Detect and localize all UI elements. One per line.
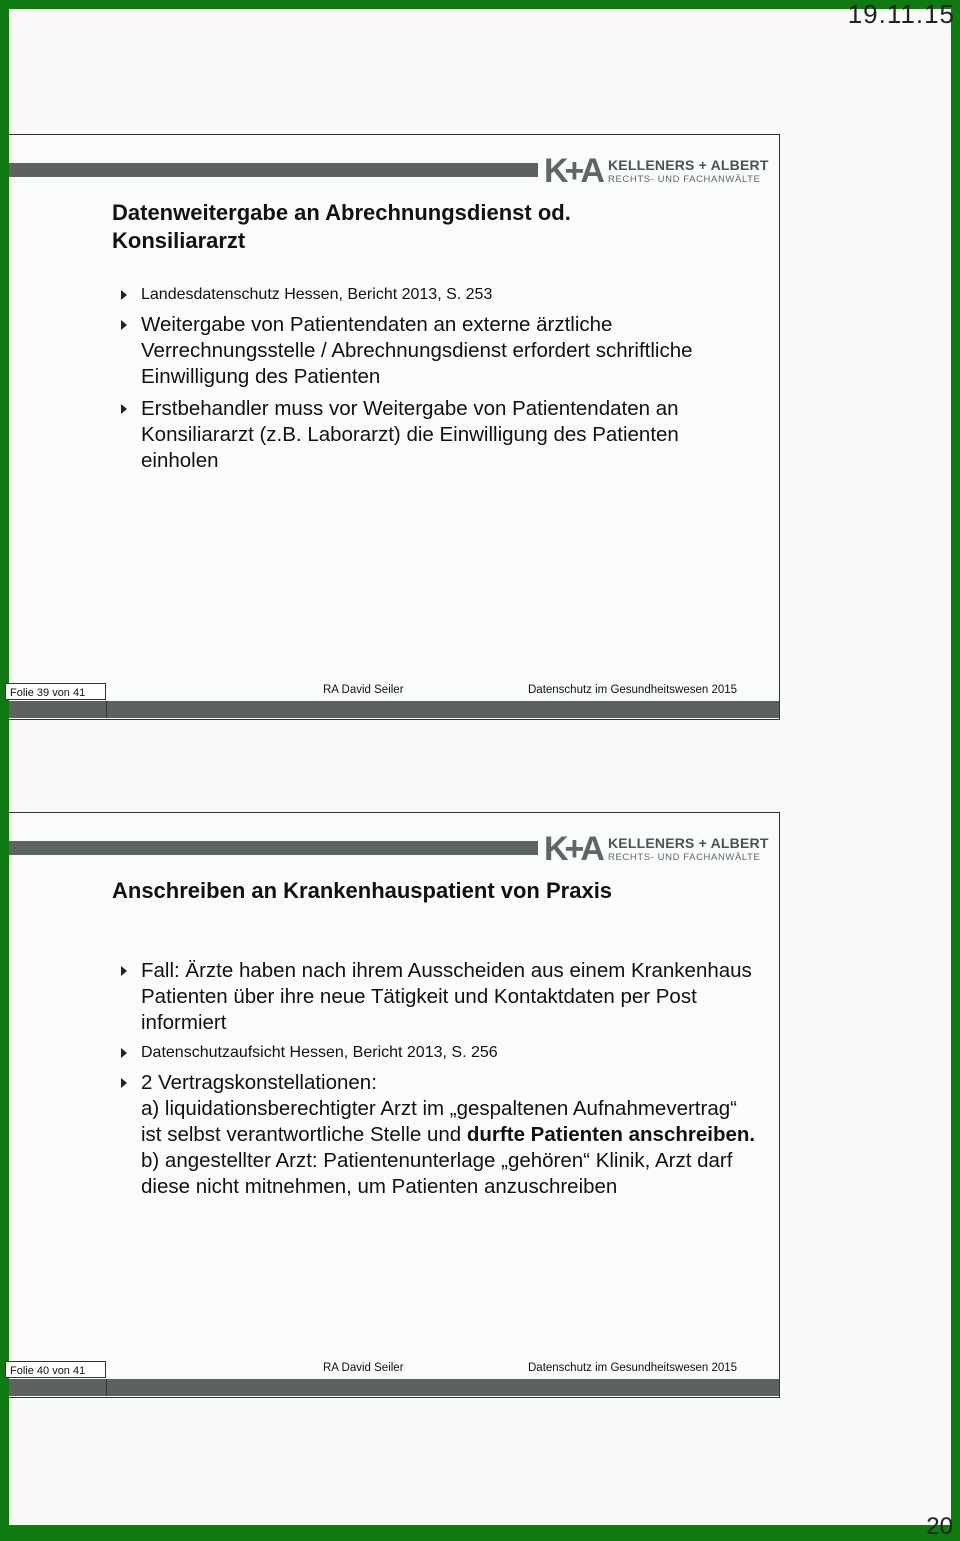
bullet-item <box>117 1070 757 1200</box>
slide-title: Datenweitergabe an Abrechnungsdienst od. Konsiliararzt <box>112 200 571 253</box>
footer-author: RA David Seiler <box>323 684 404 696</box>
bullet-text: Weitergabe von Patientendaten an externe ärztliche Verrechnungsstelle / Abrechnungsdienst erfordert schriftliche Einwilligung des Patienten <box>141 313 693 388</box>
bullet-triangle-icon <box>121 404 127 414</box>
bullet-bold-text: durfte Patienten anschreiben. <box>466 1123 756 1146</box>
bullet-text: Datenschutzaufsicht Hessen, Bericht 2013, S. 256 <box>141 1044 498 1061</box>
logo-subtitle: RECHTS- UND FACHANWÄLTE <box>608 852 761 863</box>
bullet-triangle-icon <box>121 1078 127 1088</box>
bullet-text-line: b) angestellter Arzt: Patientenunterlage „gehören“ Klinik, Arzt darf diese nicht mitnehmen, um Patienten anzuschreiben <box>141 1149 733 1198</box>
footer-author: RA David Seiler <box>323 1362 404 1374</box>
footer-event: Datenschutz im Gesundheitswesen 2015 <box>528 1362 738 1374</box>
slide-title: Anschreiben an Krankenhauspatient von Praxis <box>112 878 613 903</box>
slide-40 <box>9 812 780 1398</box>
footer-left-block <box>9 701 107 718</box>
slide-header-bar <box>9 841 538 855</box>
bullet-text: Erstbehandler muss vor Weitergabe von Patientendaten an Konsiliararzt (z.B. Laborarzt) die Einwilligung des Patienten einholen <box>141 397 679 472</box>
logo-subtitle: RECHTS- UND FACHANWÄLTE <box>608 174 761 185</box>
bullet-triangle-icon <box>121 320 127 330</box>
bullet-list <box>117 284 757 480</box>
slide-number: Folie 39 von 41 <box>5 683 106 700</box>
footer-left-block <box>9 1379 107 1396</box>
bullet-triangle-icon <box>121 966 127 976</box>
document-page <box>9 0 955 1540</box>
bullet-list <box>117 958 757 1206</box>
page-date: 19.11.15 <box>847 0 955 29</box>
bullet-item <box>117 958 757 1036</box>
bullet-item <box>117 312 757 390</box>
slide-39 <box>9 134 780 720</box>
bullet-item <box>117 284 757 306</box>
bullet-text-line: 2 Vertragskonstellationen: <box>141 1071 377 1094</box>
company-logo <box>544 152 769 190</box>
slide-number: Folie 40 von 41 <box>5 1361 106 1378</box>
logo-name: KELLENERS + ALBERT <box>608 835 769 851</box>
bullet-triangle-icon <box>121 1048 127 1058</box>
logo-mark: K+A <box>544 152 601 190</box>
slide-footer-bar <box>107 701 779 718</box>
footer-event: Datenschutz im Gesundheitswesen 2015 <box>528 684 738 696</box>
slide-footer-bar <box>107 1379 779 1396</box>
bullet-item <box>117 396 757 474</box>
bullet-text-line: a) liquidationsberechtigter Arzt im „gespaltenen Aufnahmevertrag“ ist selbst verantwortliche Stelle und <box>141 1097 737 1146</box>
slide-header-bar <box>9 163 538 177</box>
company-logo <box>544 830 769 868</box>
logo-mark: K+A <box>544 830 601 868</box>
bullet-triangle-icon <box>121 290 127 300</box>
bullet-item <box>117 1042 757 1064</box>
logo-name: KELLENERS + ALBERT <box>608 157 769 173</box>
bullet-text: Landesdatenschutz Hessen, Bericht 2013, S. 253 <box>141 286 493 303</box>
page-number: 20 <box>926 1513 953 1540</box>
bullet-text: Fall: Ärzte haben nach ihrem Ausscheiden aus einem Krankenhaus Patienten über ihre neue Tätigkeit und Kontaktdaten per Post informiert <box>141 959 752 1034</box>
